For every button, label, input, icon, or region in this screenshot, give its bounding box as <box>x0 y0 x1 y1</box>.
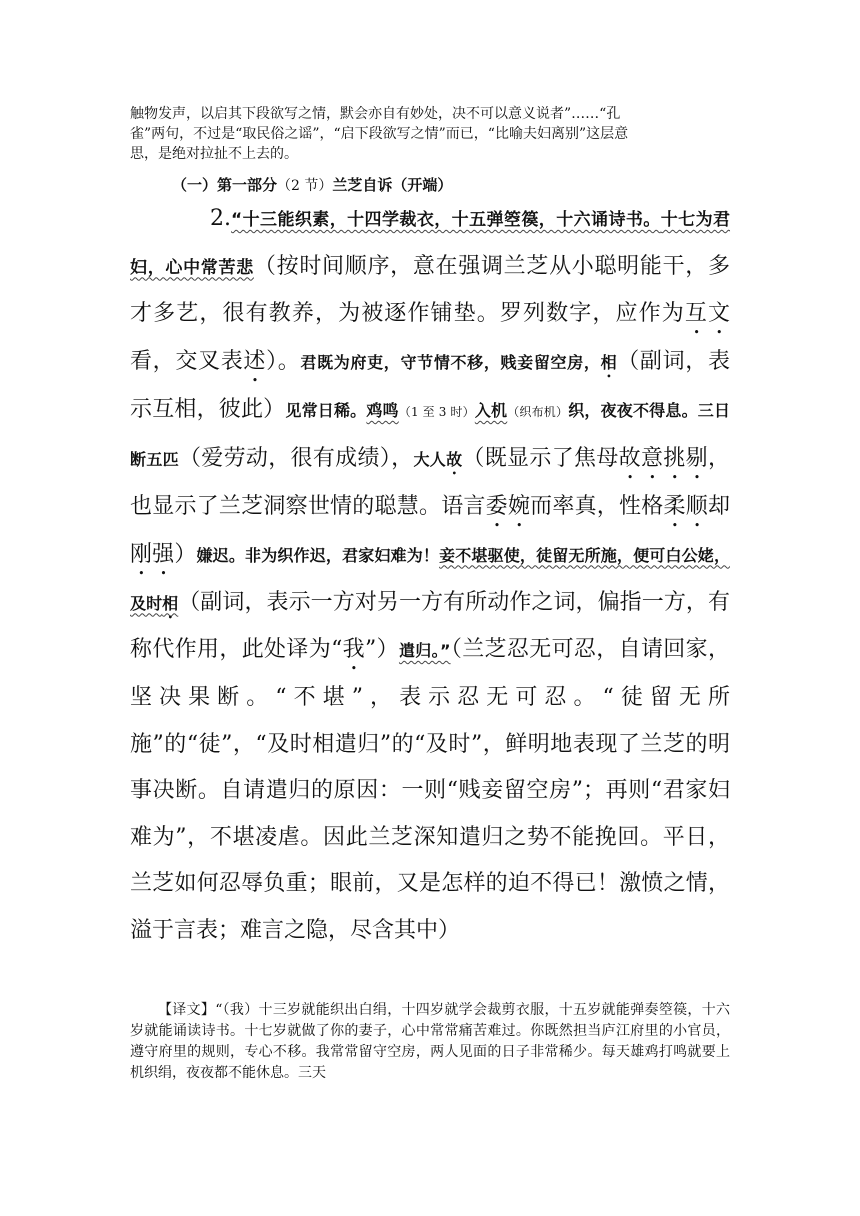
item-number: 2. <box>210 206 231 231</box>
emphasis-quote: 故 <box>446 449 463 469</box>
note-text: （既显示了焦母 <box>462 445 619 471</box>
section-heading <box>172 174 452 195</box>
emphasis-text: 委婉 <box>485 493 531 519</box>
note-text: ，也显示了兰芝洞察世情的聪慧。语言 <box>130 445 730 519</box>
translation-paragraph <box>130 1000 730 1084</box>
emphasis-text: 刚强 <box>130 541 175 567</box>
quote-text: 大人 <box>413 449 447 469</box>
emphasis-text: 述 <box>243 349 267 374</box>
emphasis-text: 柔顺 <box>663 493 708 519</box>
heading-title-b: 兰芝自诉（开端） <box>332 176 453 194</box>
note-text: 却 <box>707 493 730 519</box>
quote-text: “十三能织素，十四学裁衣，十五弹箜篌，十六诵诗书。 <box>231 210 661 230</box>
top-paragraph-line: 触物发声，以启其下段欲写之情，默会亦自有妙处，决不可以意义说者”……“孔 <box>130 106 621 122</box>
note-text: 看，交叉表 <box>130 349 244 374</box>
quote-text: 鸡鸣 <box>366 401 399 420</box>
note-text: （兰芝忍无可忍，自请回家，坚决果断。“不堪”，表示忍无可忍。“徒留无所施”的“徒”，“及时相遣归”的“及时”，鲜明地表现了兰芝的明事决断。自请遣归的原因：一则“贱妾留空房”；再则“君家妇难为”，不堪凌虐。因此兰芝深知遣归之势不能挽回。平日，兰芝如何忍辱负重；眼前，又是怎样的迫不得已！激愤之情，溢于言表；难言之隐，尽含其中） <box>130 637 730 943</box>
emphasis-quote: 相 <box>162 593 179 613</box>
emphasis-quote: 相 <box>600 353 618 372</box>
note-text: （副词，表示一方对另一方有所动作之词，偏指一方，有称代作用，此处译为“ <box>130 589 730 662</box>
quote-text: 入机 <box>474 401 508 420</box>
heading-title-a: （一）第一部分 <box>172 176 278 194</box>
heading-paren: （2 节） <box>277 178 333 194</box>
quote-text: 嫌迟。非为织作迟，君家妇难为！ <box>196 545 440 565</box>
quote-text: 君既为府吏，守节情不移，贱妾留空房， <box>300 353 601 372</box>
note-text: （副词，表示互相，彼此） <box>130 349 730 422</box>
quote-text: 十七为君妇，心中常苦悲 <box>130 210 731 278</box>
note-text: （爱劳动，很有成绩）， <box>178 445 414 471</box>
note-text: 而率真，性格 <box>530 493 664 519</box>
quote-text: 织，夜夜不得息。三日断五匹 <box>130 401 730 469</box>
quote-text: 妾不堪驱使，徒留无所施，便可白公姥，及时 <box>130 545 730 613</box>
quote-text: 遣归。” <box>398 641 451 660</box>
top-paragraph <box>130 104 730 164</box>
note-small: （织布机） <box>507 405 569 419</box>
emphasis-text: 我 <box>342 637 366 662</box>
translation-body <box>130 1000 730 1084</box>
main-passage <box>130 196 730 954</box>
emphasis-text: 故意挑剔 <box>618 445 708 471</box>
top-paragraph-line: 思，是绝对拉扯不上去的。 <box>130 146 298 162</box>
translation-text: “（我）十三岁就能织出白绢，十四岁就学会裁剪衣服，十五岁就能弹奏箜篌，十六岁就能诵读诗书。十七岁就做了你的妻子，心中常常痛苦难过。你既然担当庐江府里的小官员，遵守府里的规则，专心不移。我常常留守空房，两人见面的日子非常稀少。每天雄鸡打鸣就要上机织绢，夜夜都不能休息。三天 <box>130 1002 731 1081</box>
top-paragraph-line: 雀”两句，不过是“取民俗之谣”，“启下段欲写之情”而已，“比喻夫妇离别”这层意 <box>130 126 629 142</box>
note-text: ） <box>174 541 197 567</box>
quote-text: 见常日稀。 <box>285 401 367 420</box>
note-small: （1 至 3 时） <box>398 405 475 419</box>
note-text: （按时间顺序，意在强调兰芝从小聪明能干，多才多艺，很有教养，为被逐作铺垫。罗列数字，应作为 <box>130 253 730 326</box>
note-text: ）。 <box>266 349 301 374</box>
note-text: ”） <box>365 637 399 662</box>
translation-label: 【译文】 <box>158 1002 216 1018</box>
emphasis-text: 互文 <box>684 301 730 326</box>
